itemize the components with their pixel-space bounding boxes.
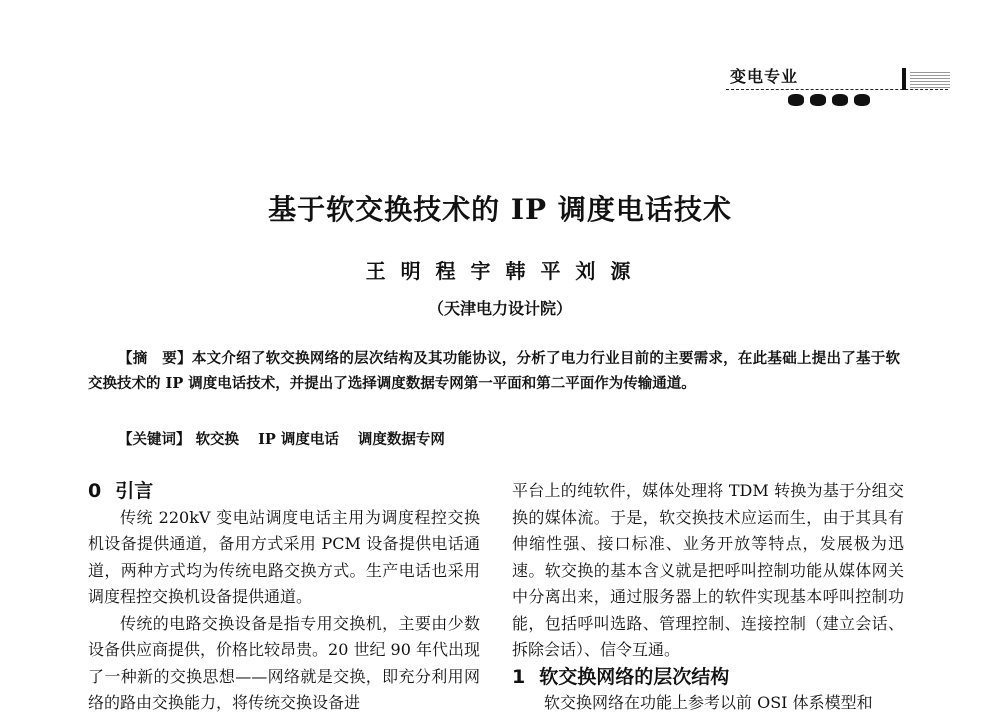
abstract-label: 【摘 要】 — [118, 350, 192, 367]
ornament-glyph — [854, 94, 870, 106]
keyword: IP 调度电话 — [258, 431, 339, 448]
section-number: 1 — [512, 665, 526, 688]
section-heading-text: 软交换网络的层次结构 — [539, 665, 730, 688]
keyword: 调度数据专网 — [357, 431, 445, 448]
body-paragraph-continued: 平台上的纯软件，媒体处理将 TDM 转换为基于分组交换的媒体流。于是，软交换技术应运而生，由于其具有伸缩性强、接口标准、业务开放等特点，发展极为迅速。软交换的基本含义就是把呼叫控制功能从媒体网关中分离出来，通过服务器上的软件实现基本呼叫控制功能，包括呼叫选路、管理控制、连接控制（建立会话、拆除会话）、信令互通。 — [512, 481, 904, 659]
body-paragraph: 传统 220kV 变电站调度电话主用为调度程控交换机设备提供通道，备用方式采用 PCM 设备提供电话通道，两种方式均为传统电路交换方式。生产电话也采用调度程控交换机设备提供通道。 — [88, 507, 480, 606]
ornament-glyph — [788, 94, 804, 106]
keywords — [118, 428, 459, 449]
ornament-glyph — [832, 94, 848, 106]
keyword: 软交换 — [195, 431, 240, 448]
paper-authors: 王 明 程 宇 韩 平 刘 源 — [365, 259, 635, 283]
section-heading-text: 引言 — [115, 480, 154, 502]
abstract — [88, 346, 900, 396]
header-rule — [726, 89, 948, 90]
paper-title: 基于软交换技术的 IP 调度电话技术 — [268, 193, 732, 226]
header-bar — [902, 68, 906, 90]
header-ornament — [788, 94, 870, 106]
body-paragraph: 传统的电路交换设备是指专用交换机，主要由少数设备供应商提供，价格比较昂贵。20 世纪 90 年代出现了一种新的交换思想——网络就是交换，即充分利用网络的路由交换能力，将传统交换设备进 — [88, 613, 480, 712]
section-heading-introduction — [88, 478, 480, 505]
paper-affiliation: （天津电力设计院） — [427, 299, 572, 318]
section-label: 变电专业 — [730, 67, 799, 86]
section-number: 0 — [88, 480, 102, 502]
header-stripes-decoration — [910, 70, 950, 88]
body-paragraph: 软交换网络在功能上参考以前 OSI 体系模型和 — [544, 693, 873, 712]
right-column — [512, 478, 904, 717]
ornament-glyph — [810, 94, 826, 106]
keywords-label: 【关键词】 — [118, 431, 191, 448]
left-column — [88, 478, 480, 717]
section-heading-softswitch-structure — [512, 664, 904, 691]
abstract-text: 本文介绍了软交换网络的层次结构及其功能协议，分析了电力行业目前的主要需求，在此基础上提出了基于软交换技术的 IP 调度电话技术，并提出了选择调度数据专网第一平面和第二平面作为传输通道。 — [88, 350, 901, 392]
page-header — [726, 64, 956, 112]
